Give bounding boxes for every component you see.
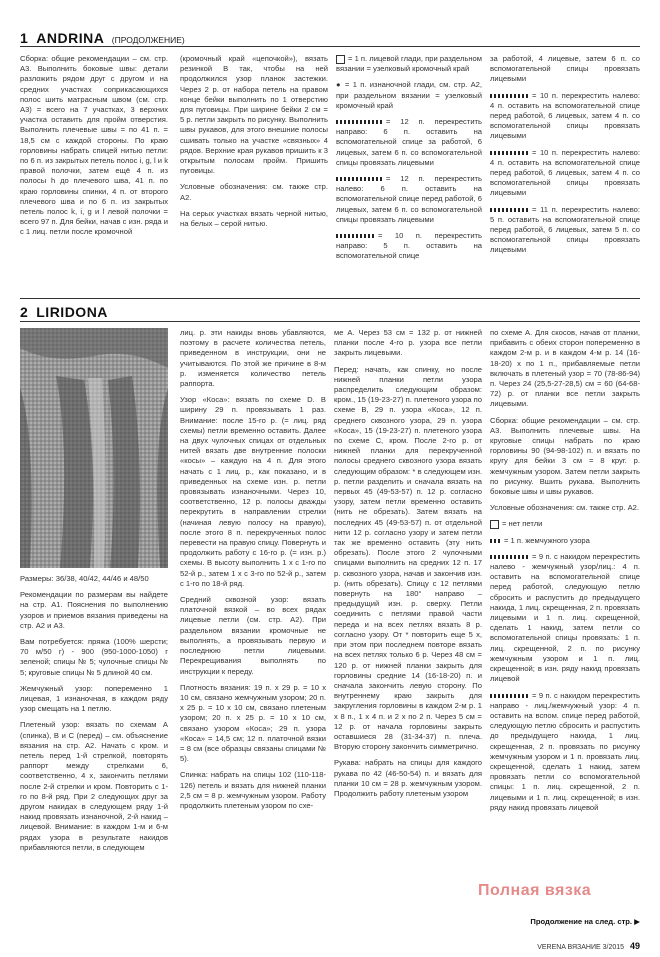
watermark: Полная вязка: [478, 882, 592, 899]
legend-pearl-stitch: = 1 п. жемчужного узора: [490, 536, 640, 546]
cable-left-12-icon: [336, 177, 382, 181]
cable-right-9-icon: [490, 694, 528, 698]
section2-col2: [180, 328, 326, 817]
legend-cable-right-9: = 9 п. с накидом перекрестить направо - лиц./жемчужный узор: 4 п. оставить на вспом. спице перед работой, следующую петлю сбросить и распустить до предыдущего накида, 1 лиц. скрещенная, 2 п. провязать по рисунку жемчужным узором и 1 п. провязать лиц. скрещенной, сделать 1 накид, затем провязать петли со вспомогательной спицы: 1 п. лиц. скрещенной, 2 п. лицевыми и 1 п. лиц. скрещенной; в изн. ряду накид провязать лицевой: [490, 690, 640, 812]
no-stitch-symbol-icon: [490, 520, 499, 529]
section2-col3-p1: ме А. Через 53 см = 132 р. от нижней планки после 4-го р. узора все петли закрыть лицевыми.: [334, 328, 482, 358]
garment-photo: [20, 328, 168, 568]
front-paragraph: Перед: начать, как спинку, но после нижней планки петли узора распределить следующим образом: кром., 15 (19-23-27) п. плетеного узора по схеме В, 29 п. узора «Коса», 12 п. среднего сквозного узора, 29 п. узора «Коса», 15 (19-23-27) п. плетеного узора по схеме С, кром. После 2-го р. от нижней планки для перекрученной полосы среднего сквозного узора вязать следующим образом: * в следующем изн. р. петли разделить и сначала вязать на первых 45 (49-53-57) п. 12 р. согласно узору, затем петли временно оставить (нить не обрезать). Затем вязать на последних 45 (49-53-57) п. от отдельной нити 12 р. согласно узору и затем петли так же временно оставить (эту нить обрезать). После этого 2 чулочными спицами выполнить на средних 12 п. 17 р. сквозного узора, начав и закончив изн. р. (нить обрезать). Спицу с 12 петлями повернуть на 180° направо – предыдущий изн. р. сверху. Петли соединить с петлями правой части переда и на всех петлях вязать 8 р. согласно узору. От * повторить еще 5 х, при этом при последнем повторе вязать на всех петлях только 6 р. Через 48 см = 120 р. от нижней планки закрыть для горловины средние 14 (16-18-20) п. и сначала закончить левую сторону. По внутреннему краю закрыть для закругления горловины в каждом 2-м р. 1 х 8 п., 1 х 4 п. и 2 х по 2 п. Через 5 см = 12 р. от начала горловины закрыть оставшиеся 28 (31-34-37) п. плеча. Вторую сторону закончить симметрично.: [334, 364, 482, 752]
middle-openwork-paragraph: Средний сквозной узор: вязать платочной вязкой – во всех рядах лицевые петли (см. стр. А2). При раздельном вязании кромочные не выполнять, а провязывать первую и последнюю петли лицевыми. Перекрещивания выполнять по инструкции к переду.: [180, 595, 326, 676]
legend-no-stitch: = нет петли: [490, 519, 640, 529]
section1-title: ANDRINA: [36, 30, 105, 46]
section2-col4-p1: по схеме А. Для скосов, начав от планки, прибавить с обеих сторон попеременно в каждом 2-м р. и в каждом 4-м р. 14 (16-18-20) х по 1 п., прибавляемые петли включать в плетеный узор = 70 (78-86-94) п. Через 24 (25,5-27-28,5) см = 60 (64-68-72) р. от планки все петли закрыть лицевыми.: [490, 328, 640, 409]
section1-col2-p1: (кромочный край «цепочкой»), вязать резинкой В так, чтобы на ней продолжился узор планок застежки. Через 2 р. от набора петель на правом конце бейки выполнить по 1 отверстию для пуговицы. При ширине бейки 2 см = 5 р. петли закрыть по рисунку. Выполнить швы рукавов, для этого внешние полосы сшивать только на участке «связных» 4 рядов. Верхние края рукавов пришить к 3 открытым полосам пройм. Пришить пуговицы.: [180, 54, 328, 176]
section1-col3-p4: = 12 п. перекрестить налево: 6 п. оставить на вспомогательной спице перед работой, 6 лицевых, затем 6 п. со вспомогательной спицы провязать лицевыми: [336, 174, 482, 224]
cable-left-10b-icon: [490, 151, 528, 155]
cable-left-11-icon: [490, 208, 528, 212]
sweater-photo-icon: [20, 328, 168, 568]
size-recommendation-paragraph: Рекомендации по размерам вы найдете на стр. А1. Пояснения по выполнению узоров и приемов вязания приведены на стр. А2 и А3.: [20, 590, 168, 630]
cable-left-10-icon: [490, 94, 528, 98]
section2-header: [20, 304, 640, 322]
page-footer: [537, 941, 640, 951]
section1-col3-p2: ● = 1 п. изнаночной глади, см. стр. А2, при раздельном вязании = узелковый кромочный край: [336, 80, 482, 110]
section2-col2-p1: лиц. р. эти накиды вновь убавляются, поэтому в расчете количества петель, приведенном в инструкции, они не учитываются. По этой же причине в 8-м р. изменяется количество петель раппорта.: [180, 328, 326, 389]
gauge-paragraph: Плотность вязания: 19 п. x 29 р. = 10 x 10 см, связано жемчужным узором; 20 п. x 25 р. = 10 x 10 см, связано плетеным узором; 20 п. x 25 р. = 10 x 10 см, связано узором «Коса»; 29 п. узора «Коса» = 14,5 см; 12 п. платочной вязки = 8 см (все образцы связаны спицами № 5).: [180, 682, 326, 764]
section2-col3: [334, 328, 482, 805]
section1-subtitle: (ПРОДОЛЖЕНИЕ): [111, 35, 185, 45]
section2-col1: [20, 574, 168, 859]
section1-col4-p4: = 11 п. перекрестить налево: 5 п. оставить на вспомогательной спице перед работой, 6 лицевых, затем 5 п. со вспомогательной спицы провязать лицевыми: [490, 204, 640, 255]
cable-left-9-icon: [490, 555, 528, 559]
stockinette-symbol-icon: [336, 55, 345, 64]
section2-number: 2: [20, 304, 28, 320]
section1-col4-p3: = 10 п. перекрестить налево: 4 п. оставить на вспомогательной спице перед работой, 6 лицевых, затем 4 п. со вспомогательной спицы провязать лицевыми: [490, 147, 640, 198]
cable-pattern-paragraph: Узор «Коса»: вязать по схеме D. В ширину 29 п. провязывать 1 раз. Внимание: после 15-го р. (= лиц. ряд схемы) петли временно оставить. Далее на двух чулочных спицах от отдельных нитей вязать две внутренние полоски «косы» – каждую на 4 п. Для этого начать с 1 лиц. р., как показано, и в приведенных на схеме изн. р. петли провязывать изнаночными. Через 10, соответственно, 12 р. полосы дважды перекрутить в направлении стрелки (начиная левую полосу на правую), после этого 8 п. перекрученных полос перевести на правую спицу. Повернуть и продолжить работу с 16-го р. (= изн. р.) схемы. В высоту выполнить 1 х с 1-го по 52-й р., затем 1 х с 3-го по 52-й р., затем с 1-го по 18-й ряд.: [180, 395, 326, 588]
cable-right-12-icon: [336, 120, 382, 124]
section1-col2: [180, 54, 328, 235]
sizes-paragraph: Размеры: 36/38, 40/42, 44/46 и 48/50: [20, 574, 149, 583]
section1-rule: [20, 46, 640, 47]
section1-col2-p2: Условные обозначения: см. также стр. А2.: [180, 182, 328, 202]
section1-col1: [20, 54, 168, 244]
section1-number: 1: [20, 30, 28, 46]
section2-rule: [20, 321, 640, 322]
section1-col4: [490, 54, 640, 262]
section1-col4-p2: = 10 п. перекрестить налево: 4 п. оставить на вспомогательной спице перед работой, 6 лицевых, затем 4 п. со вспомогательной спицы провязать лицевыми: [490, 90, 640, 141]
materials-paragraph: Вам потребуется: пряжа (100% шерсти; 70 м/50 г) - 900 (950-1000-1050) г зеленой; спицы № 5; чулочные спицы № 5; круговые спицы № 5 длиной 40 см.: [20, 637, 168, 677]
assembly-paragraph: Сборка: общие рекомендации – см. стр. А3. Выполнить плечевые швы. На круговые спицы набрать по краю горловины 90 (94-98-102) п. и вязать по кругу для бейки 3 см = 8 круг. р. жемчужным узором. Затем петли закрыть по рисунку. Вшить рукава. Выполнить боковые швы и швы рукавов.: [490, 415, 640, 497]
continued-label: Продолжение на след. стр. ▶: [530, 917, 640, 926]
sleeves-paragraph: Рукава: набрать на спицы для каждого рукава по 42 (46-50-54) п. и вязать для планки 10 см = 28 р. жемчужным узором. Продолжить работу плетеным узором: [334, 758, 482, 798]
back-paragraph: Спинка: набрать на спицы 102 (110-118-126) петель и вязать для нижней планки 2,5 см = 8 р. жемчужным узором. Работу продолжить плетеным узором по схе-: [180, 770, 326, 810]
section1-col4-p1: за работой, 4 лицевые, затем 6 п. со вспомогательной спицы провязать лицевыми: [490, 54, 640, 84]
section2-title: LIRIDONA: [36, 304, 108, 320]
section-divider: [20, 298, 640, 299]
page-number: 49: [629, 941, 640, 951]
legend-heading: Условные обозначения: см. также стр. А2.: [490, 503, 639, 513]
section1-col2-p3: На серых участках вязать черной нитью, на белых – серой нитью.: [180, 208, 328, 229]
magazine-name: VERENA ВЯЗАНИЕ 3/2015: [537, 944, 625, 951]
cable-right-10-icon: [336, 234, 374, 238]
pearl-pattern-paragraph: Жемчужный узор: попеременно 1 лицевая, 1 изнаночная, в каждом ряду узор смещать на 1 петлю.: [20, 683, 168, 714]
braided-pattern-paragraph: Плетеный узор: вязать по схемам А (спинка), В и С (перед) – см. объяснение вязания на стр. А2. Начать с кром. и петель перед 1-й стрелкой, повторять раппорт между стрелками 6, соответственно, 4 х, закончить петлями после 2-й стрелки и кром. Повторить с 1-го по 8-й ряд. При 2 следующих друг за другом накидах в следующем ряду 1-й накид провязать изнаночной, 2-й накид – лицевой. Внимание: в каждом 1-м и 6-м рядах узора в результате накидов прибавляются петли, в следующем: [20, 720, 168, 852]
section2-col4: [490, 328, 640, 819]
pearl-stitch-symbol-icon: [490, 539, 500, 543]
legend-cable-left-9: = 9 п. с накидом перекрестить налево - жемчужный узор/лиц.: 4 п. оставить на вспомогательной спице перед работой, следующую петлю сбросить и распустить до предыдущего накида, 1 лиц. скрещенная, 2 п. провязать лицевыми и 1 п. лиц. скрещенной, сделать 1 накид, затем петли со вспомогательной спицы провязать: 1 п. лиц. скрещенной, 2 п. по рисунку жемчужным узором и 1 п. лиц. скрещенной; в изн. ряду накид провязать лицевой: [490, 551, 640, 684]
section1-col3-p5: = 10 п. перекрестить направо: 5 п. оставить на вспомогательной спице: [336, 231, 482, 261]
section1-col3: [336, 54, 482, 268]
section1-col1-p1: Сборка: общие рекомендации – см. стр. А3. Выполнить боковые швы: детали разложить рядом друг с другом и на средних участках соприкасающихся полос шить матрасным швом (см. стр. А3) = всего на 7 участках, 3 верхних участка оставить для пройм отверстия. Выполнить плечевые швы = по 41 п. = 18,5 см с каждой стороны. По краю горловины набрать спицей нитью петли: по 6 п. из закрытых петель полос i, g, l и k правой полочки, затем ещё 4 п. из полосы h до плечевого шва, 41 п. по краю горловины спинки, 4 п. от второго плечевого шва и по 6 п. из закрытых петель полос k, i, g и l левой полочки = всего 97 п. Для бейки, начав с изн. ряда и с 1 лиц. петли после кромочной: [20, 54, 168, 237]
section1-col3-p1: = 1 п. лицевой глади, при раздельном вязании = узелковый кромочный край: [336, 54, 482, 74]
section1-col3-p3: = 12 п. перекрестить направо: 6 п. оставить на вспомогательной спице за работой, 6 лицевых, затем 6 п. со вспомогательной спицы провязать лицевыми: [336, 117, 482, 167]
